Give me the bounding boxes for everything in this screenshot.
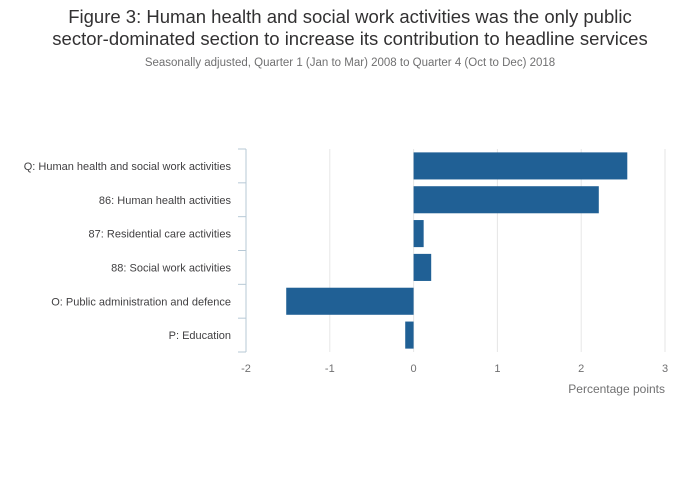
bar <box>286 288 413 315</box>
bar <box>414 254 432 281</box>
x-tick-labels <box>241 363 668 375</box>
category-label: 87: Residential care activities <box>88 228 231 241</box>
category-label: 88: Social work activities <box>111 262 231 275</box>
y-axis <box>238 149 246 352</box>
bar <box>414 186 599 213</box>
x-tick-label: 1 <box>494 363 501 375</box>
x-tick-label: -1 <box>324 363 335 375</box>
bars <box>286 152 627 348</box>
category-label: P: Education <box>168 330 231 343</box>
x-tick-label: -2 <box>241 363 251 375</box>
chart-subtitle: Seasonally adjusted, Quarter 1 (Jan to Mar) 2008 to Quarter 4 (Oct to Dec) 2018 <box>144 57 556 69</box>
category-label: 86: Human health activities <box>98 194 231 207</box>
category-label: Q: Human health and social work activities <box>23 160 231 173</box>
bar <box>414 220 424 247</box>
chart-title-line1: Figure 3: Human health and social work activities was the only public <box>68 6 632 27</box>
x-tick-label: 0 <box>410 363 417 375</box>
chart-title-line2: sector-dominated section to increase its contribution to headline services <box>52 28 648 49</box>
x-axis-label: Percentage points <box>568 382 665 396</box>
category-labels <box>24 161 232 342</box>
x-tick-label: 3 <box>661 363 669 375</box>
bar <box>414 152 628 179</box>
category-label: O: Public administration and defence <box>51 296 231 309</box>
bar <box>405 322 413 349</box>
x-tick-label: 2 <box>578 363 585 375</box>
